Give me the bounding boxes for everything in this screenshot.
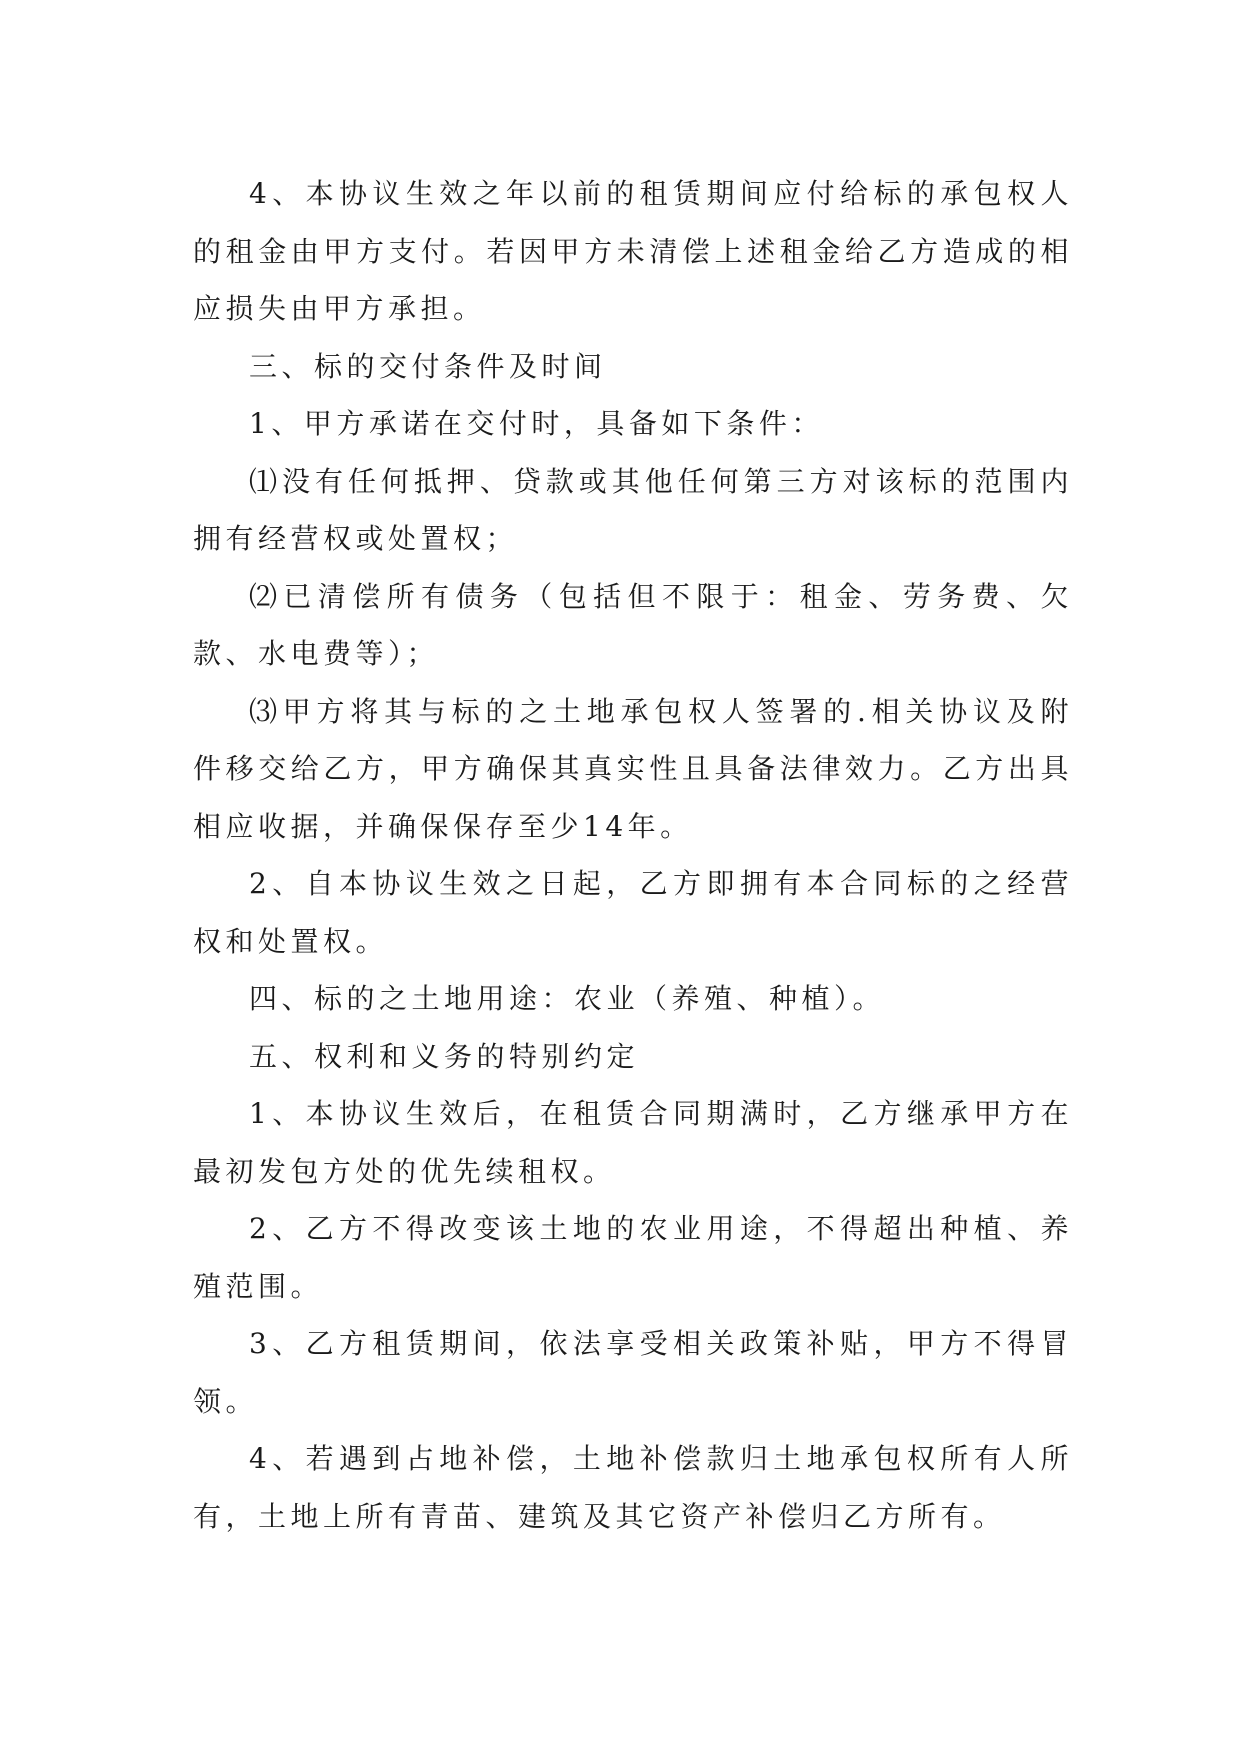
section-heading-land-use: 四、标的之土地用途：农业（养殖、种植）。 — [249, 982, 886, 1015]
paragraph-condition-1: ⑴没有任何抵押、贷款或其他任何第三方对该标的范围内拥有经营权或处置权； — [193, 464, 1073, 555]
paragraph-provision-1: 1、本协议生效后，在租赁合同期满时，乙方继承甲方在最初发包方处的优先续租权。 — [193, 1097, 1073, 1188]
section-heading-delivery-conditions: 三、标的交付条件及时间 — [249, 349, 607, 383]
document-body — [193, 165, 1073, 1545]
paragraph-provision-2: 2、乙方不得改变该土地的农业用途，不得超出种植、养殖范围。 — [193, 1212, 1073, 1303]
paragraph-delivery-clause-2: 2、自本协议生效之日起，乙方即拥有本合同标的之经营权和处置权。 — [193, 867, 1073, 958]
paragraph-provision-4: 4、若遇到占地补偿，土地补偿款归土地承包权所有人所有，土地上所有青苗、建筑及其它资产补偿归乙方所有。 — [193, 1442, 1073, 1533]
paragraph-condition-3: ⑶甲方将其与标的之土地承包权人签署的.相关协议及附件移交给乙方，甲方确保其真实性且具备法律效力。乙方出具相应收据，并确保保存至少14年。 — [193, 694, 1073, 843]
paragraph-provision-3: 3、乙方租赁期间，依法享受相关政策补贴，甲方不得冒领。 — [193, 1327, 1073, 1418]
paragraph-clause-4-rent-before-effect: 4、本协议生效之年以前的租赁期间应付给标的承包权人的租金由甲方支付。若因甲方未清偿上述租金给乙方造成的相应损失由甲方承担。 — [193, 177, 1073, 325]
paragraph-condition-2: ⑵已清偿所有债务（包括但不限于：租金、劳务费、欠款、水电费等）； — [193, 579, 1073, 670]
paragraph-delivery-clause-1: 1、甲方承诺在交付时，具备如下条件： — [249, 407, 824, 440]
section-heading-special-provisions: 五、权利和义务的特别约定 — [249, 1039, 640, 1073]
